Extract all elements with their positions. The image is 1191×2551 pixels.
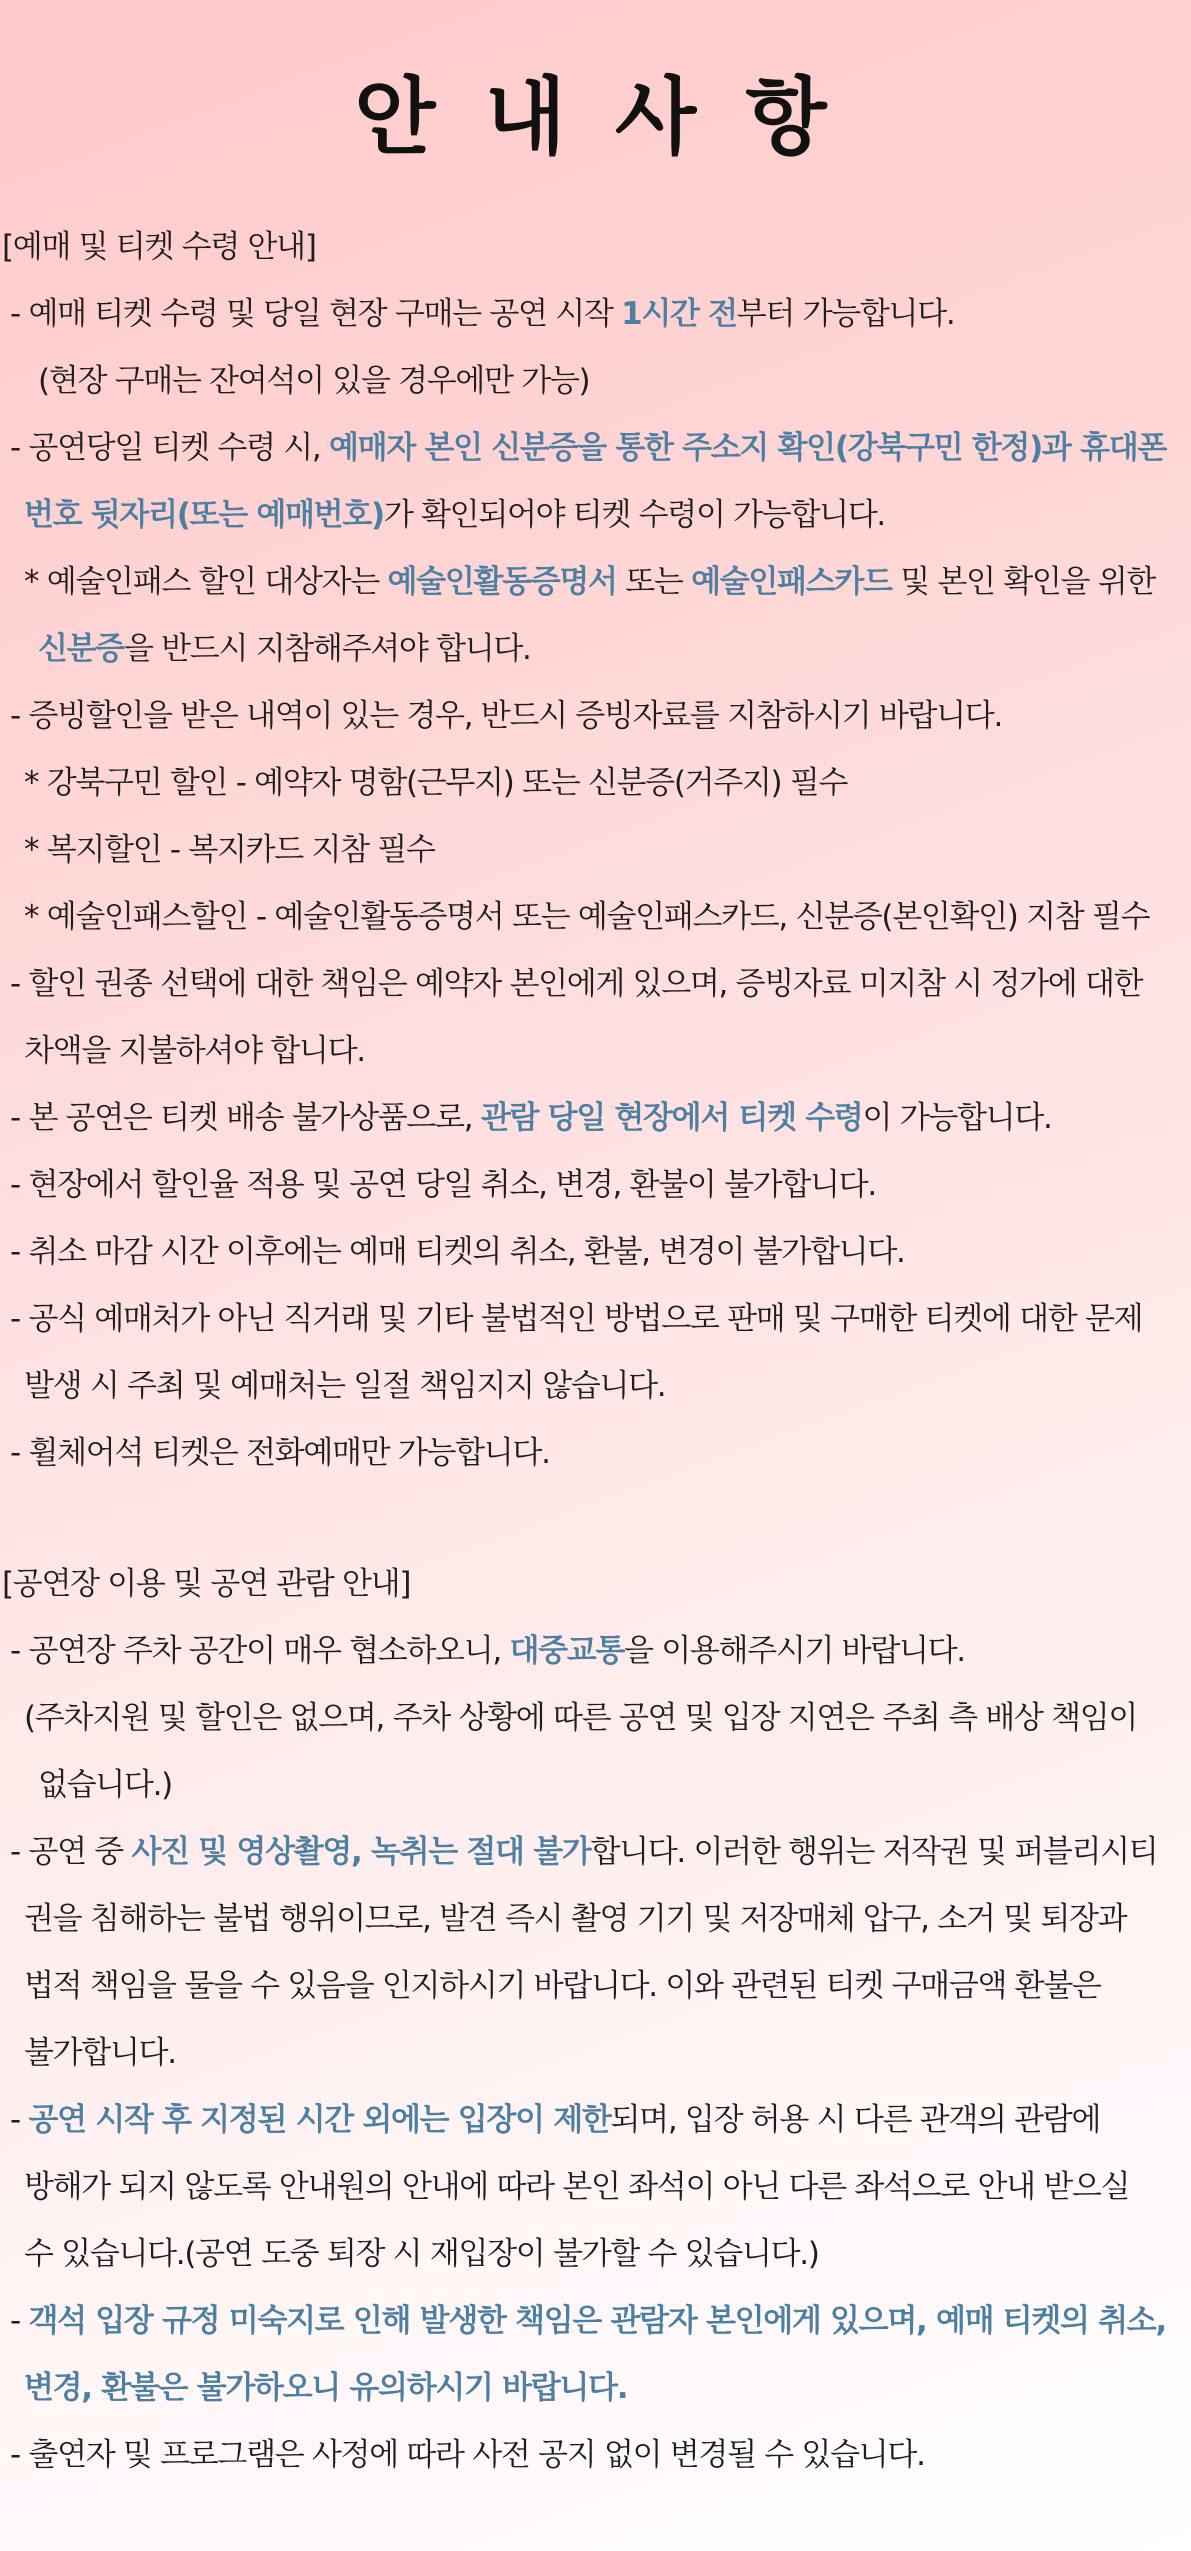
line-text: (현장 구매는 잔여석이 있을 경우에만 가능) bbox=[38, 363, 590, 399]
notice-line bbox=[0, 1420, 1191, 1487]
notice-line bbox=[0, 1018, 1191, 1085]
line-text: - 휠체어석 티켓은 전화예매만 가능합니다. bbox=[10, 1435, 550, 1471]
highlight-text: 1시간 전 bbox=[621, 296, 737, 332]
notice-line bbox=[0, 1953, 1191, 2020]
line-text: * 예술인패스 할인 대상자는 bbox=[24, 564, 388, 600]
line-text: - 공식 예매처가 아닌 직거래 및 기타 불법적인 방법으로 판매 및 구매한 티켓에 대한 문제 bbox=[10, 1301, 1143, 1337]
highlight-text: 예술인활동증명서 bbox=[387, 564, 617, 600]
line-text: 이 가능합니다. bbox=[862, 1100, 1052, 1136]
notice-line bbox=[0, 1752, 1191, 1819]
highlight-text: 공연 시작 후 지정된 시간 외에는 입장이 제한 bbox=[28, 2102, 611, 2138]
notice-line bbox=[0, 683, 1191, 750]
line-text: - 현장에서 할인율 적용 및 공연 당일 취소, 변경, 환불이 불가합니다. bbox=[10, 1167, 876, 1203]
line-text: - bbox=[10, 2303, 29, 2339]
line-text: 또는 bbox=[616, 564, 692, 600]
notice-line bbox=[0, 616, 1191, 683]
line-text: (주차지원 및 할인은 없으며, 주차 상황에 따른 공연 및 입장 지연은 주최 측 배상 책임이 bbox=[24, 1700, 1138, 1736]
line-text: 부터 가능합니다. bbox=[736, 296, 955, 332]
highlight-text: 사진 및 영상촬영, 녹취는 절대 불가 bbox=[131, 1834, 591, 1870]
notice-line bbox=[0, 1618, 1191, 1685]
line-text: - 공연 중 bbox=[10, 1834, 132, 1870]
notice-line bbox=[0, 2221, 1191, 2288]
line-text: - 공연장 주차 공간이 매우 협소하오니, bbox=[10, 1633, 510, 1669]
line-text: - 공연당일 티켓 수령 시, bbox=[10, 430, 330, 466]
section-spacer bbox=[0, 1487, 1191, 1551]
line-text: 차액을 지불하셔야 합니다. bbox=[24, 1033, 365, 1069]
highlight-text: 관람 당일 현장에서 티켓 수령 bbox=[480, 1100, 863, 1136]
section-heading: [예매 및 티켓 수령 안내] bbox=[2, 229, 316, 265]
notice-line bbox=[0, 2355, 1191, 2422]
notice-line bbox=[0, 1886, 1191, 1953]
notice-line bbox=[0, 348, 1191, 415]
line-text: * 예술인패스할인 - 예술인활동증명서 또는 예술인패스카드, 신분증(본인확인) 지참 필수 bbox=[24, 899, 1150, 935]
notice-line bbox=[0, 2288, 1191, 2355]
line-text: 발생 시 주최 및 예매처는 일절 책임지지 않습니다. bbox=[24, 1368, 666, 1404]
line-text: 권을 침해하는 불법 행위이므로, 발견 즉시 촬영 기기 및 저장매체 압구, 소거 및 퇴장과 bbox=[24, 1901, 1127, 1937]
notice-line bbox=[0, 1219, 1191, 1286]
notice-line bbox=[0, 1353, 1191, 1420]
highlight-text: 번호 뒷자리(또는 예매번호) bbox=[24, 497, 384, 533]
notice-line bbox=[0, 817, 1191, 884]
highlight-text: 객석 입장 규정 미숙지로 인해 발생한 책임은 관람자 본인에게 있으며, 예매 티켓의 취소, bbox=[28, 2303, 1166, 2339]
highlight-text: 예술인패스카드 bbox=[691, 564, 892, 600]
highlight-text: 신분증 bbox=[38, 631, 124, 667]
line-text: - 본 공연은 티켓 배송 불가상품으로, bbox=[10, 1100, 481, 1136]
notice-line bbox=[0, 1152, 1191, 1219]
line-text: - 할인 권종 선택에 대한 책임은 예약자 본인에게 있으며, 증빙자료 미지참 시 정가에 대한 bbox=[10, 966, 1143, 1002]
notice-line bbox=[0, 2154, 1191, 2221]
line-text: 수 있습니다.(공연 도중 퇴장 시 재입장이 불가할 수 있습니다.) bbox=[24, 2236, 819, 2272]
notice-line bbox=[0, 549, 1191, 616]
notice-line bbox=[0, 281, 1191, 348]
notice-line bbox=[0, 884, 1191, 951]
notice-line bbox=[0, 1286, 1191, 1353]
line-text: 되며, 입장 허용 시 다른 관객의 관람에 bbox=[610, 2102, 1101, 2138]
highlight-text: 변경, 환불은 불가하오니 유의하시기 바랍니다. bbox=[24, 2370, 628, 2406]
notice-content bbox=[0, 214, 1191, 2489]
notice-line bbox=[0, 415, 1191, 482]
notice-line bbox=[0, 1685, 1191, 1752]
line-text: - 증빙할인을 받은 내역이 있는 경우, 반드시 증빙자료를 지참하시기 바랍니다. bbox=[10, 698, 1003, 734]
highlight-text: 예매자 본인 신분증을 통한 주소지 확인(강북구민 한정)과 휴대폰 bbox=[329, 430, 1167, 466]
line-text: 을 이용해주시기 바랍니다. bbox=[624, 1633, 965, 1669]
notice-line bbox=[0, 1819, 1191, 1886]
page-title: 안 내 사 항 bbox=[354, 68, 837, 166]
line-text: 을 반드시 지참해주셔야 합니다. bbox=[123, 631, 531, 667]
line-text: 합니다. 이러한 행위는 저작권 및 퍼블리시티 bbox=[590, 1834, 1158, 1870]
line-text: 불가합니다. bbox=[24, 2035, 176, 2071]
highlight-text: 대중교통 bbox=[509, 1633, 625, 1669]
line-text: - 취소 마감 시간 이후에는 예매 티켓의 취소, 환불, 변경이 불가합니다. bbox=[10, 1234, 905, 1270]
line-text: 가 확인되어야 티켓 수령이 가능합니다. bbox=[383, 497, 885, 533]
line-text: * 강북구민 할인 - 예약자 명함(근무지) 또는 신분증(거주지) 필수 bbox=[24, 765, 848, 801]
notice-line bbox=[0, 1085, 1191, 1152]
line-text: - 예매 티켓 수령 및 당일 현장 구매는 공연 시작 bbox=[10, 296, 622, 332]
notice-line bbox=[0, 2422, 1191, 2489]
line-text: 없습니다.) bbox=[38, 1767, 172, 1803]
notice-line bbox=[0, 2020, 1191, 2087]
line-text: * 복지할인 - 복지카드 지참 필수 bbox=[24, 832, 435, 868]
line-text: - 출연자 및 프로그램은 사정에 따라 사전 공지 없이 변경될 수 있습니다. bbox=[10, 2437, 925, 2473]
line-text: 법적 책임을 물을 수 있음을 인지하시기 바랍니다. 이와 관련된 티켓 구매금액 환불은 bbox=[24, 1968, 1101, 2004]
line-text: 방해가 되지 않도록 안내원의 안내에 따라 본인 좌석이 아닌 다른 좌석으로 안내 받으실 bbox=[24, 2169, 1130, 2205]
notice-line bbox=[0, 482, 1191, 549]
line-text: 및 본인 확인을 위한 bbox=[891, 564, 1156, 600]
notice-line bbox=[0, 2087, 1191, 2154]
notice-line bbox=[0, 951, 1191, 1018]
section-heading: [공연장 이용 및 공연 관람 안내] bbox=[2, 1566, 411, 1602]
line-text: - bbox=[10, 2102, 29, 2138]
notice-line bbox=[0, 750, 1191, 817]
